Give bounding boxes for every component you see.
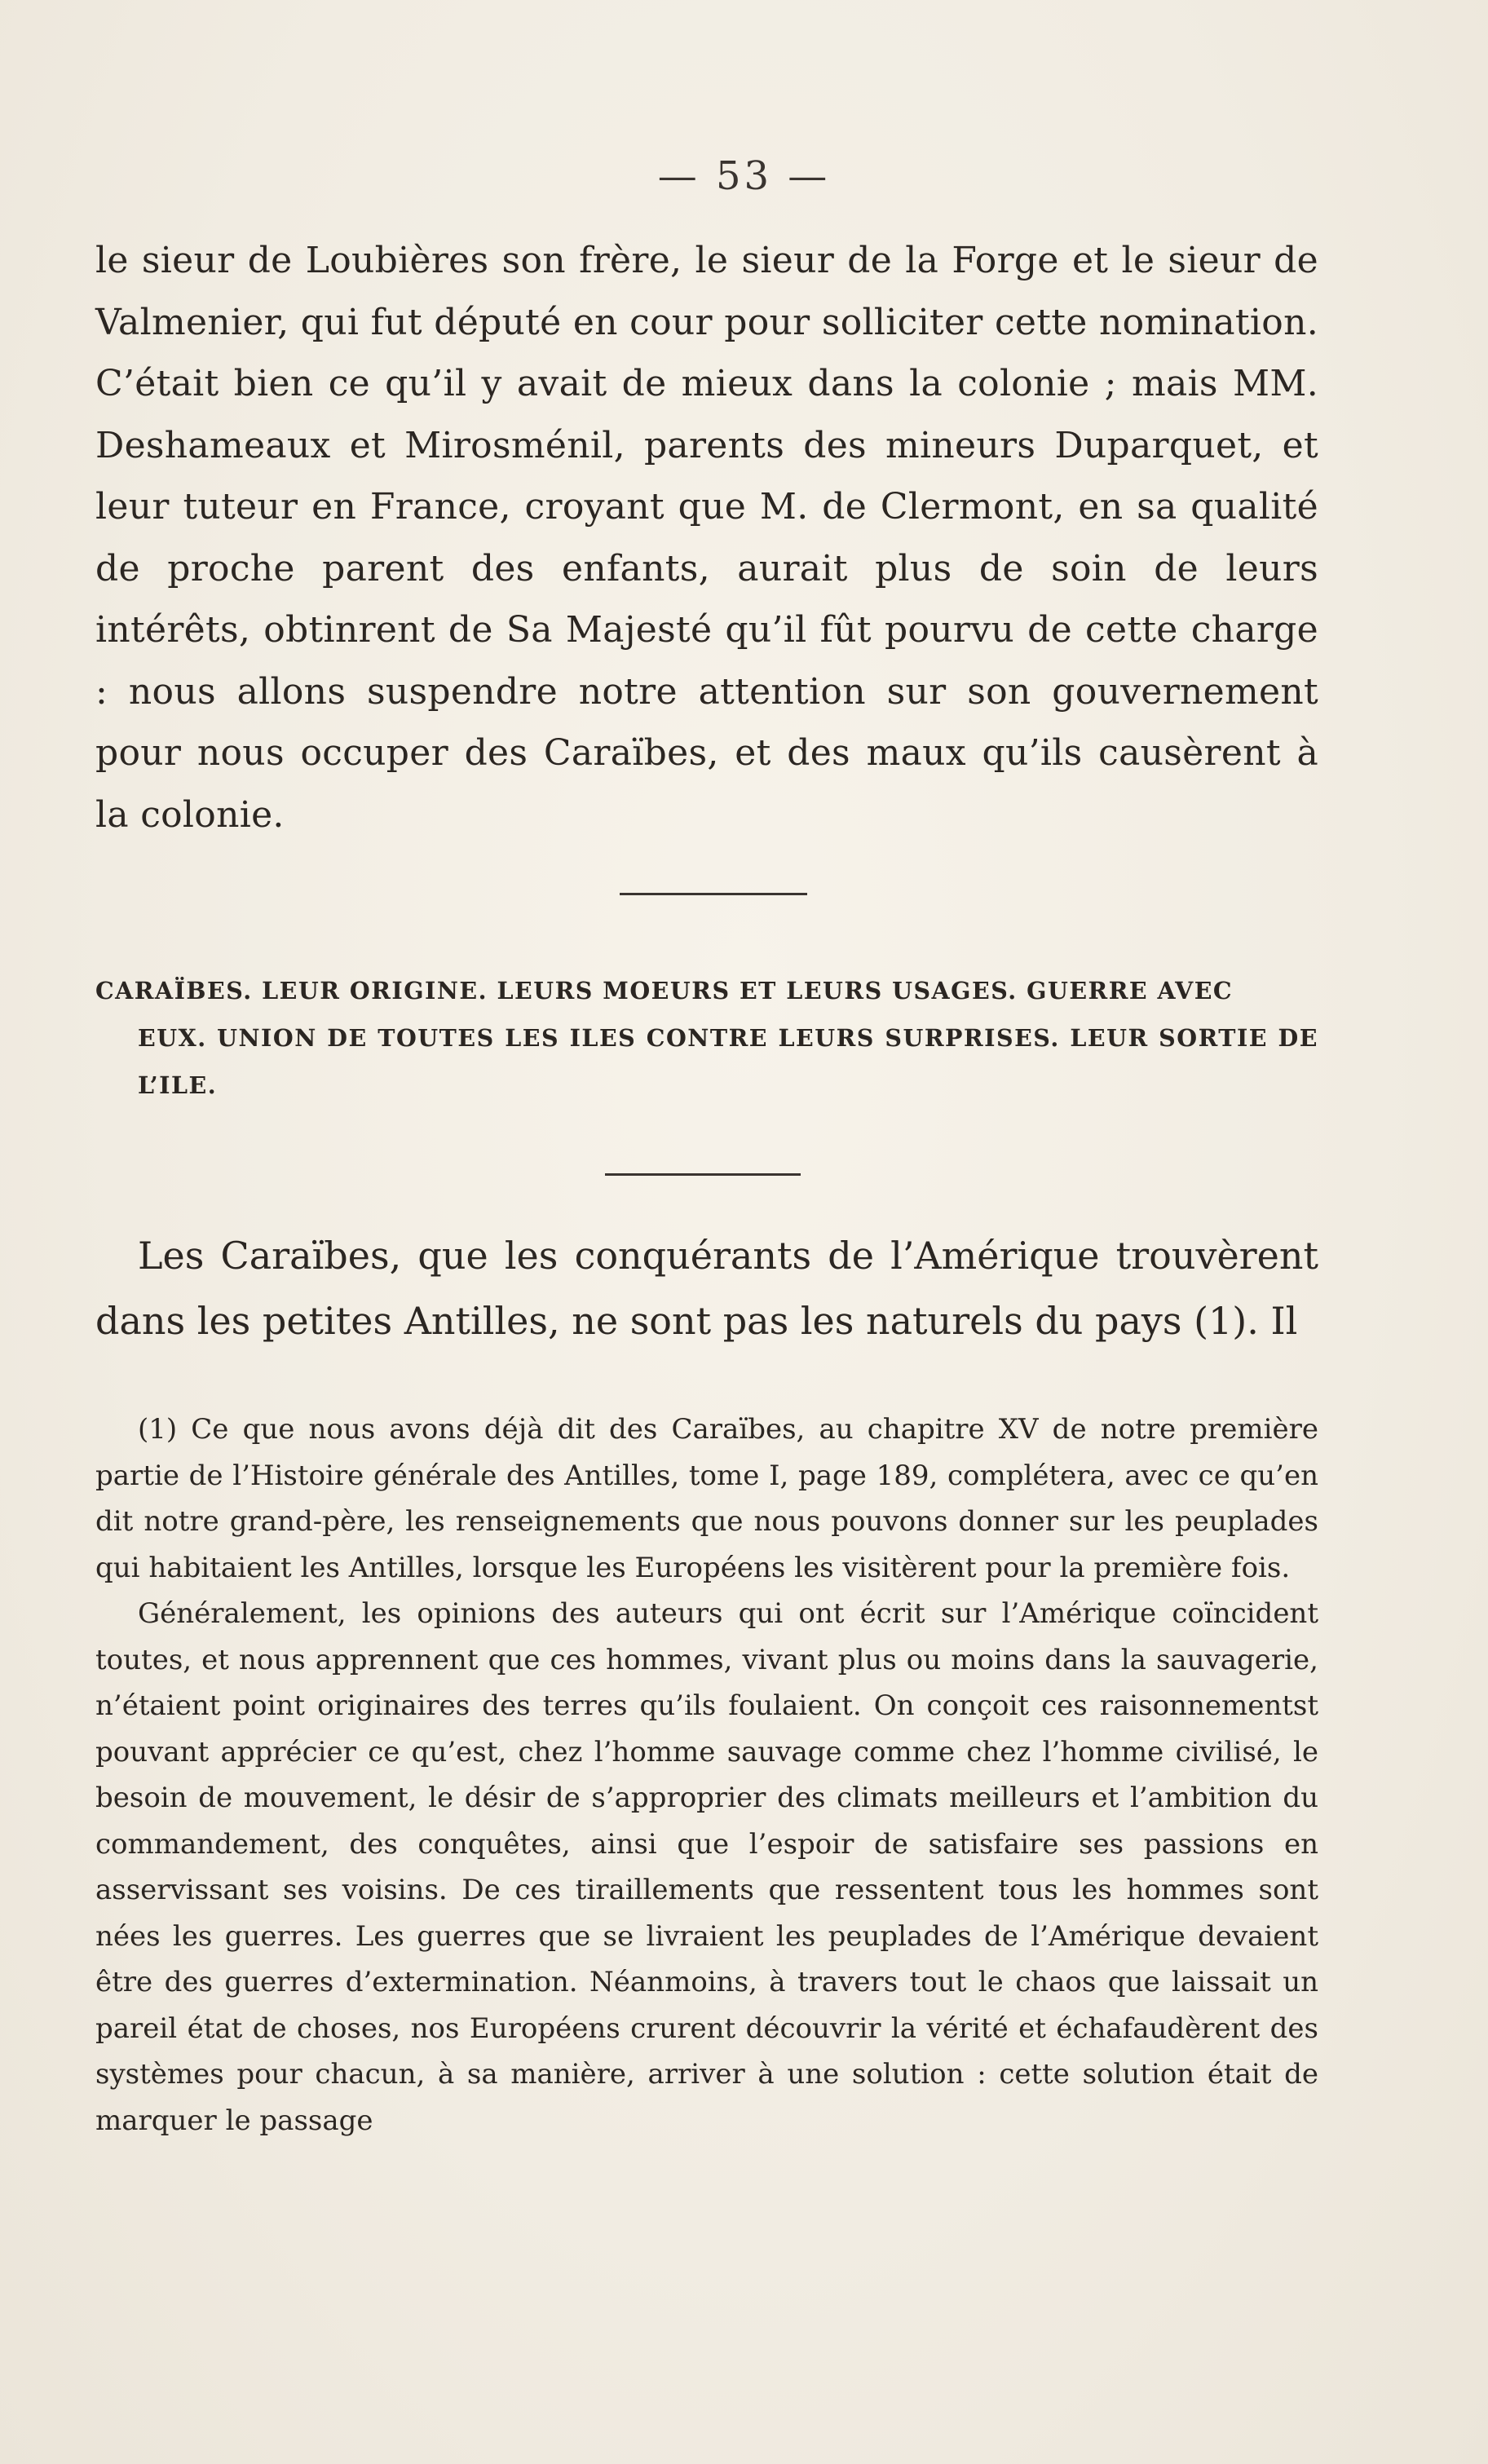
footnote-1: (1) Ce que nous avons déjà dit des Caraïbes, au chapitre XV de notre première partie de l’Histoire générale des Antilles, tome I, page 189, complétera, avec ce qu’en dit notre grand-père, les renseignements que nous pouvons donner sur les peuplades qui habitaient les Antilles, lorsque les Européens les visitèrent pour la première fois. xyxy=(95,1413,1318,1584)
page-number: — 53 — xyxy=(657,153,831,199)
chapter-summary-line-1: CARAÏBES. LEUR ORIGINE. LEURS MOEURS ET LEURS USAGES. GUERRE AVEC xyxy=(95,977,1234,1005)
chapter-summary xyxy=(95,967,1318,1109)
footnote-1-continuation: Généralement, les opinions des auteurs qui ont écrit sur l’Amérique coïncident toutes, et nous apprennent que ces hommes, vivant plus ou moins dans la sauvagerie, n’étaient point originaires des terres qu’ils foulaient. On conçoit ces raisonnementst pouvant apprécier ce qu’est, chez l’homme sauvage comme chez l’homme civilisé, le besoin de mouvement, le désir de s’approprier des climats meilleurs et l’ambition du commandement, des conquêtes, ainsi que l’espoir de satisfaire ses passions en asservissant ses voisins. De ces tiraillements que ressentent tous les hommes sont nées les guerres. Les guerres que se livraient les peuplades de l’Amérique devaient être des guerres d’extermination. Néanmoins, à travers tout le chaos que laissait un pareil état de choses, nos Européens crurent découvrir la vérité et échafaudèrent des systèmes pour chacun, à sa manière, arriver à une solution : cette solution était de marquer le passage xyxy=(95,1597,1318,2137)
chapter-summary-continuation: EUX. UNION DE TOUTES LES ILES CONTRE LEURS SURPRISES. LEUR SORTIE DE L’ILE. xyxy=(138,1024,1318,1099)
section-divider-bottom xyxy=(605,1173,801,1176)
continuation-paragraph: le sieur de Loubières son frère, le sieur de la Forge et le sieur de Valmenier, qui fut député en cour pour solliciter cette nomination. C’était bien ce qu’il y avait de mieux dans la colonie ; mais MM. Deshameaux et Mirosménil, parents des mineurs Duparquet, et leur tuteur en France, croyant que M. de Clermont, en sa qualité de proche parent des enfants, aurait plus de soin de leurs intérêts, obtinrent de Sa Majesté qu’il fût pourvu de cette charge : nous allons suspendre notre attention sur son gouvernement pour nous occuper des Caraïbes, et des maux qu’ils causèrent à la colonie. xyxy=(95,240,1318,836)
body-paragraph: Les Caraïbes, que les conquérants de l’Amérique trouvèrent dans les petites Antilles, ne sont pas les naturels du pays (1). Il xyxy=(95,1234,1318,1343)
footnotes xyxy=(95,1406,1318,2144)
main-text-block xyxy=(95,230,1318,846)
section-divider-top xyxy=(620,893,807,895)
